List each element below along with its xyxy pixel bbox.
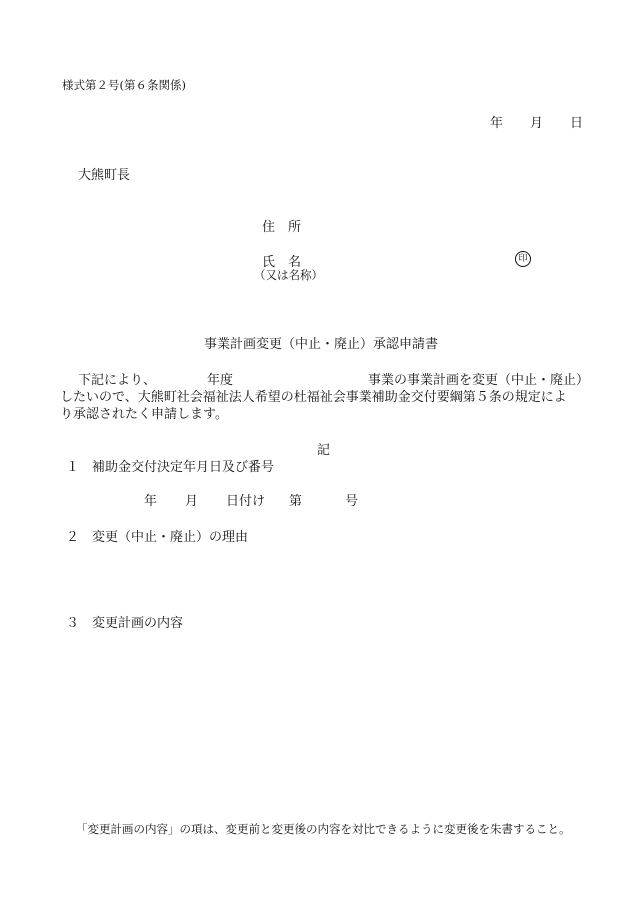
decision-month-label: 月: [185, 494, 199, 509]
item-2-label: 変更（中止・廃止）の理由: [92, 530, 249, 545]
body-line2: したいので、大熊町社会福祉法人希望の杜福祉会事業補助金交付要綱第５条の規定によ: [60, 390, 567, 405]
form-number: 様式第２号(第６条関係): [62, 78, 186, 92]
body-line1-start: 下記により、: [78, 373, 157, 388]
item-1-label: 補助金交付決定年月日及び番号: [92, 460, 275, 475]
seal-icon: 印: [515, 251, 531, 267]
document-title: 事業計画変更（中止・廃止）承認申請書: [204, 337, 439, 352]
name-label: 氏 名: [262, 255, 302, 270]
item-1-number: １: [66, 460, 80, 475]
date-month-label: 月: [530, 116, 544, 131]
ki-label: 記: [317, 443, 331, 458]
item-3-number: ３: [66, 616, 80, 631]
decision-year-label: 年: [144, 494, 158, 509]
date-day-label: 日: [570, 116, 584, 131]
body-line3: り承認されたく申請します。: [60, 407, 228, 422]
item-2-number: ２: [66, 530, 80, 545]
footnote: 「変更計画の内容」の項は、変更前と変更後の内容を対比できるように変更後を朱書すること。: [76, 822, 571, 836]
item-3-label: 変更計画の内容: [92, 616, 184, 631]
body-line1-fiscal-year: 年度: [207, 373, 234, 388]
body-line1-end: 事業の事業計画を変更（中止・廃止）: [368, 373, 590, 388]
name-sub-label: （又は名称）: [254, 268, 323, 282]
decision-go-label: 号: [345, 494, 359, 509]
decision-day-dated-label: 日付け: [226, 494, 266, 509]
address-label: 住 所: [262, 220, 302, 235]
decision-dai-label: 第: [289, 494, 303, 509]
addressee: 大熊町長: [78, 168, 131, 183]
date-year-label: 年: [490, 116, 504, 131]
